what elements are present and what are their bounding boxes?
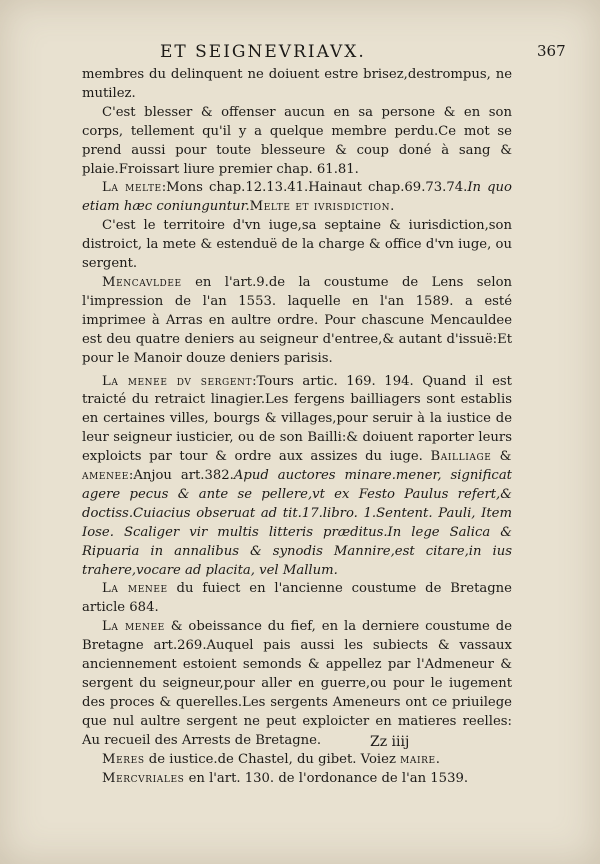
- entry-melte: [82, 179, 512, 217]
- entry-text: :Tours artic. 169. 194. Quand il est traicté du retraict linagier.Les fergens bailliagers sont establis en certaines villes, bourgs & villages,pour seruir à la iustice de leur seigneur iusticier, ou de son Bailli:& doiuent raporter leurs exploicts par tour & ordre aux assizes du iuge.: [82, 373, 512, 465]
- cross-reference: Bailliage & amenee: [82, 449, 512, 484]
- entry-menee-du-fief: [82, 618, 512, 750]
- page-header: [0, 42, 600, 64]
- entry-heading: Mencavldee: [102, 274, 182, 290]
- body-text: [82, 66, 512, 788]
- cross-reference: maire.: [400, 751, 441, 767]
- entry-heading: La melte: [102, 180, 162, 196]
- entry-heading: La menee dv sergent: [102, 373, 253, 389]
- signature-mark: Zz iiij: [370, 734, 410, 750]
- entry-text: en l'art. 130. de l'ordonance de l'an 1539.: [184, 770, 469, 786]
- entry-heading: La menee: [102, 619, 165, 635]
- page-number: 367: [537, 42, 566, 60]
- running-title: ET SEIGNEVRIAVX.: [160, 42, 366, 62]
- entry-mercuriales: [82, 770, 512, 789]
- paragraph: C'est le territoire d'vn iuge,sa septaine & iurisdiction,son distroict, la mete & estenduë de la charge & office d'vn iuge, ou sergent.: [82, 218, 512, 272]
- entry-text: :Anjou art.382.: [128, 468, 234, 484]
- entry-menee-du-sergent: [82, 373, 512, 581]
- entry-heading: La menee: [102, 581, 168, 597]
- entry-mencauldee: [82, 274, 512, 369]
- entry-text: du fuiect en l'ancienne coustume de Bretagne article 684.: [82, 581, 512, 616]
- latin-text: In quo etiam hæc coniunguntur.: [82, 180, 512, 215]
- entry-text: :Mons chap.12.13.41.Hainaut chap.69.73.74.: [161, 180, 468, 196]
- entry-text: & obeissance du fief, en la derniere coustume de Bretagne art.269.Auquel pais aussi les subiects & vassaux anciennement estoient semonds & appellez par l'Admeneur & sergent du seigneur,pour aller en guerre,ou pour le iugement des proces & querelles.Les sergents Ameneurs ont ce priuilege que nul aultre sergent ne peut exploicter en matieres reelles: Au recueil des Arrests de Bretagne.: [82, 619, 512, 748]
- entry-text: en l'art.9.de la coustume de Lens selon l'impression de l'an 1553. laquelle en l'an 1589. a esté imprimee à Arras en aultre ordre. Pour chascune Mencauldee est deu quatre deniers au seigneur d'entree,& autant d'issuë:Et pour le Manoir douze deniers parisis.: [82, 274, 512, 366]
- paragraph: C'est blesser & offenser aucun en sa persone & en son corps, tellement qu'il y a quelque membre perdu.Ce mot se prend aussi pour toute blesseure & coup doné à sang & plaie.Froissart liure premier chap. 61.81.: [82, 104, 512, 177]
- entry-text: de iustice.de Chastel, du gibet. Voiez: [144, 751, 401, 767]
- entry-heading: Mercvriales: [102, 770, 185, 786]
- cross-reference: Melte et ivrisdiction.: [249, 199, 395, 215]
- latin-text: Apud auctores minare.mener, significat agere pecus & ante se pellere,vt ex Festo Paulus refert,& doctiss.Cuiacius obseruat ad tit.17.libro. 1.Sentent. Pauli, Item Iose. Scaliger vir multis litteris præditus.In lege Salica & Ripuaria in annalibus & synodis Mannire,est citare,in ius trahere,vocare ad placita, vel Mallum.: [82, 468, 512, 578]
- paragraph: membres du delinquent ne doiuent estre brisez,destrompus, ne mutilez.: [82, 67, 512, 101]
- entry-meres: [82, 751, 512, 770]
- entry-menee-du-suiect: [82, 580, 512, 618]
- entry-heading: Meres: [102, 751, 145, 767]
